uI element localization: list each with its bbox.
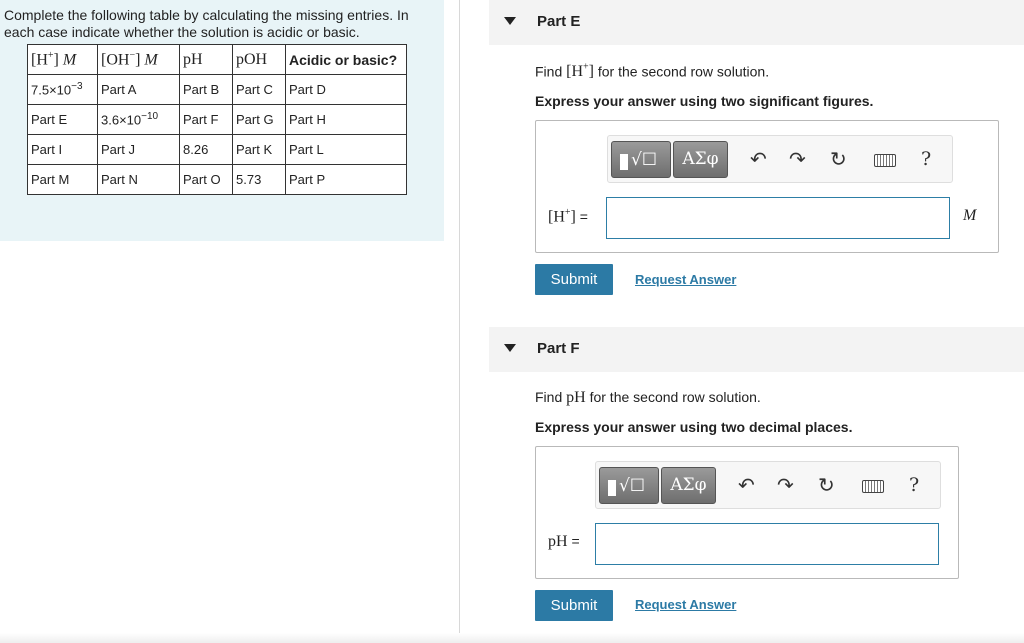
cell-poh: Part G — [233, 105, 286, 135]
cell-poh: Part K — [233, 135, 286, 165]
problem-panel — [0, 0, 444, 241]
part-e-request-answer-link[interactable]: Request Answer — [635, 272, 737, 287]
part-f-answer-input[interactable] — [595, 523, 939, 565]
radical-icon: √☐ — [619, 476, 646, 496]
reset-icon[interactable]: ↻ — [818, 473, 835, 497]
symbols-button[interactable]: ΑΣφ — [673, 141, 728, 178]
keyboard-icon[interactable] — [862, 480, 884, 493]
undo-icon[interactable]: ↶ — [750, 147, 767, 171]
table-row — [28, 75, 407, 105]
part-e-question: Find [H+] for the second row solution. — [535, 62, 770, 81]
cell-ph: Part F — [180, 105, 233, 135]
symbols-button[interactable]: ΑΣφ — [661, 467, 716, 504]
panel-divider — [459, 0, 460, 643]
redo-icon[interactable]: ↷ — [777, 473, 794, 497]
reset-icon[interactable]: ↻ — [830, 147, 847, 171]
help-icon[interactable]: ? — [921, 148, 932, 170]
cell-ph: Part O — [180, 165, 233, 195]
table-row — [28, 105, 407, 135]
part-f-math-toolbar — [595, 461, 941, 509]
part-f-instruction: Express your answer using two decimal places. — [535, 419, 853, 435]
cell-ph: 8.26 — [180, 135, 233, 165]
col-header-poh: pOH — [233, 45, 286, 75]
cell-oh: $3.6\times 10^{-10}$ — [98, 105, 180, 135]
redo-icon[interactable]: ↷ — [789, 147, 806, 171]
collapse-triangle-icon[interactable] — [504, 344, 516, 352]
cell-poh: Part C — [233, 75, 286, 105]
part-e-answer-box — [535, 120, 999, 253]
keyboard-icon[interactable] — [874, 154, 896, 167]
cell-oh: Part A — [98, 75, 180, 105]
bottom-edge-shade — [0, 633, 1024, 643]
table-row — [28, 165, 407, 195]
part-f-header[interactable] — [489, 327, 1024, 372]
part-f-equation-label: pH = — [548, 533, 580, 550]
table-row — [28, 135, 407, 165]
radical-icon: √☐ — [631, 150, 658, 170]
ph-table — [27, 44, 407, 195]
part-e-title: Part E — [537, 13, 581, 30]
part-f-submit-button[interactable]: Submit — [535, 590, 613, 621]
cell-oh: Part N — [98, 165, 180, 195]
cell-ph: Part B — [180, 75, 233, 105]
col-header-acidic-basic: Acidic or basic? — [286, 45, 407, 75]
cell-acidic-basic: Part H — [286, 105, 407, 135]
cell-acidic-basic: Part D — [286, 75, 407, 105]
part-f-question: Find pH for the second row solution. — [535, 389, 761, 406]
collapse-triangle-icon[interactable] — [504, 17, 516, 25]
cell-h: Part M — [28, 165, 98, 195]
part-e-instruction: Express your answer using two significant figures. — [535, 93, 874, 109]
templates-button[interactable] — [611, 141, 671, 178]
cell-acidic-basic: Part P — [286, 165, 407, 195]
col-header-ph: pH — [180, 45, 233, 75]
cell-oh: Part J — [98, 135, 180, 165]
table-header-row — [28, 45, 407, 75]
template-block-icon — [620, 154, 628, 170]
cell-h: Part I — [28, 135, 98, 165]
templates-button[interactable] — [599, 467, 659, 504]
cell-h: Part E — [28, 105, 98, 135]
template-block-icon — [608, 480, 616, 496]
help-icon[interactable]: ? — [909, 474, 920, 496]
cell-poh: 5.73 — [233, 165, 286, 195]
col-header-h: [H+] M — [28, 45, 98, 75]
instructions-text: Complete the following table by calculating the missing entries. In each case indicate whether the solution is acidic or basic. — [4, 7, 409, 40]
part-e-answer-input[interactable] — [606, 197, 950, 239]
part-e-unit-label: M — [963, 207, 977, 224]
part-e-math-toolbar — [607, 135, 953, 183]
part-e-submit-button[interactable]: Submit — [535, 264, 613, 295]
cell-acidic-basic: Part L — [286, 135, 407, 165]
part-f-request-answer-link[interactable]: Request Answer — [635, 597, 737, 612]
part-e-equation-label: [H+] = — [548, 207, 588, 226]
part-f-answer-box — [535, 446, 959, 579]
cell-h: $7.5\times 10^{-3}$ — [28, 75, 98, 105]
part-e-header[interactable] — [489, 0, 1024, 45]
col-header-oh: [OH−] M — [98, 45, 180, 75]
undo-icon[interactable]: ↶ — [738, 473, 755, 497]
part-f-title: Part F — [537, 340, 580, 357]
